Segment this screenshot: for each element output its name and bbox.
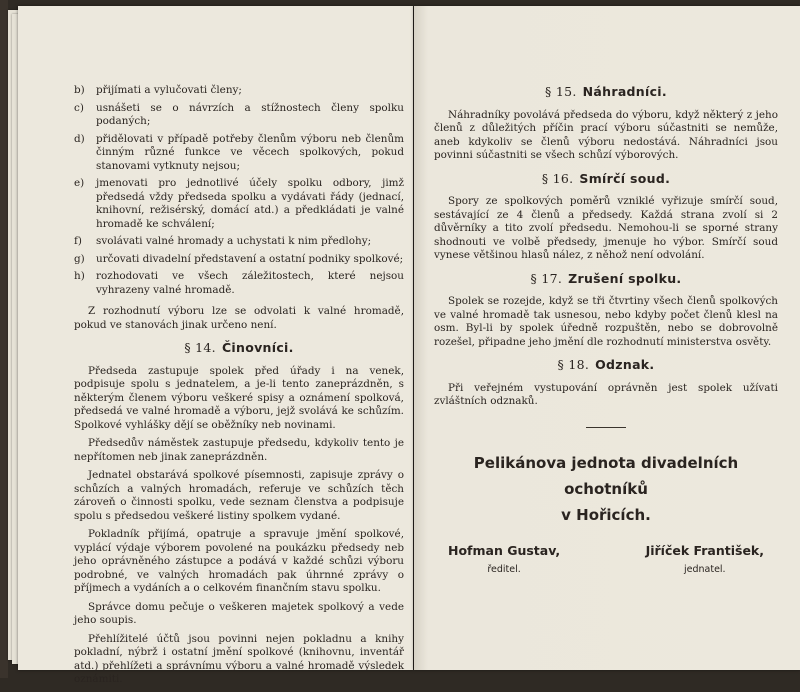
signatory-role: ředitel.: [487, 564, 521, 575]
item-label: e): [74, 177, 85, 189]
item-text: rozhodovati ve všech záležitostech, které nejsou vyhrazeny valné hromadě.: [96, 270, 404, 296]
paragraph: Spolek se rozejde, když se tři čtvrtiny všech členů spolkových ve valné hromadě tak usnesou, nebo kdyby počet členů klesl na osm. Byl-li by spolek úředně rozpuštěn, nebo se dobrovolně rozešel, připadne jeho jmění dle rozhodnutí ministerstva osvěty.: [434, 295, 778, 348]
section-title: Zrušení spolku.: [568, 270, 682, 286]
divider: [586, 427, 626, 428]
list-item: [74, 133, 404, 174]
list-item: [74, 235, 404, 249]
section-heading: [74, 341, 404, 355]
item-label: f): [74, 235, 82, 247]
section-title: Smírčí soud.: [579, 170, 671, 186]
section-title: Odznak.: [595, 357, 655, 372]
list-item: [74, 102, 404, 129]
item-text: přidělovati v případě potřeby členům výboru neb členům činným různé funkce ve věcech spolkových, pokud stanovami vytknuty nejsou;: [96, 132, 404, 172]
list-item: [74, 270, 404, 297]
organization-line: Pelikánova jednota divadelních ochotníků: [473, 453, 739, 498]
signatory-role: jednatel.: [683, 564, 726, 575]
right-page: [414, 6, 800, 670]
list-item: [74, 177, 404, 231]
paragraph: Při veřejném vystupování oprávněn jest spolek užívati zvláštních odznaků.: [434, 381, 778, 407]
section-number: § 15.: [545, 84, 577, 99]
section-heading: [434, 172, 778, 186]
item-text: usnášeti se o návrzích a stížnostech členy spolku podaných;: [96, 101, 404, 127]
left-page: [18, 6, 413, 685]
paragraph: Přehlížitelé účtů jsou povinni nejen pokladnu a knihy pokladní, nýbrž i ostatní jmění spolkové (knihovnu, inventář atd.) přehlížeti a správnímu výboru a valné hromadě výsledek oznámiti.: [74, 632, 404, 685]
paragraph: Spory ze spolkových poměrů vzniklé vyřizuje smírčí soud, sestávající ze 4 členů a předsedy. Každá strana zvolí si 2 důvěrníky a tito zvolí předsedu. Nemohou-li se sporné strany shodnouti ve volbě předsedy, jmenuje ho výbor. Smírčí soud vynese většinou hlasů nález, z něhož není odvolání.: [434, 195, 778, 261]
signature-block: [646, 544, 764, 577]
paragraph: Pokladník přijímá, opatruje a spravuje jmění spolkové, vyplácí výdaje výborem povolené na poukázku předsedy neb jeho oprávněného zástupce a podává v každé schůzi výboru podrobné, ve valných hromadách pak úhrnné zprávy o příjmech a vydáních a o celkovém finančním stavu spolku.: [74, 528, 404, 594]
item-text: přijímati a vylučovati členy;: [96, 84, 242, 96]
organization-name: [434, 450, 778, 528]
signature-block: [448, 544, 560, 577]
section-heading: [434, 85, 778, 99]
item-text: určovati divadelní představení a ostatní podniky spolkové;: [96, 252, 404, 265]
closing-paragraph: Z rozhodnutí výboru lze se odvolati k valné hromadě, pokud ve stanovách jinak určeno není.: [74, 305, 404, 331]
paragraph: Správce domu pečuje o veškeren majetek spolkový a vede jeho soupis.: [74, 600, 404, 626]
paragraph: Jednatel obstarává spolkové písemnosti, zapisuje zprávy o schůzích a valných hromadách, referuje ve schůzích těch zároveň o činnosti spolku, vede seznam členstva a podpisuje spolu s předsedou veškeré listiny spolkem vydané.: [74, 469, 404, 522]
section-heading: [434, 358, 778, 372]
item-label: c): [74, 101, 84, 114]
right-page-content: [434, 76, 778, 577]
item-text: jmenovati pro jednotlivé účely spolku odbory, jimž předsedá vždy předseda spolku a vydávati řády (jednací, knihovní, režisérský, domácí atd.) a předkládati je valné hromadě ke schválení;: [96, 177, 404, 230]
section-title: Náhradníci.: [582, 84, 667, 99]
signatory-name: Jiříček František,: [645, 542, 764, 558]
signatures: [434, 544, 778, 577]
section-number: § 17.: [530, 270, 563, 286]
list-item: [74, 253, 404, 267]
left-page-content: [74, 84, 404, 692]
paragraph: Náhradníky povolává předseda do výboru, když některý z jeho členů z důležitých příčin prací výboru súčastniti se nemůže, aneb kdykoliv se členů výboru nedostává. Náhradníci jsou povinni súčastniti se všech schůzí výborových.: [434, 108, 778, 161]
section-number: § 14.: [184, 340, 216, 355]
section-number: § 18.: [557, 357, 590, 372]
list-item: [74, 84, 404, 98]
paragraph: Předsedův náměstek zastupuje předsedu, kdykoliv tento je nepřítomen neb jinak zaneprázdněn.: [74, 437, 404, 463]
section-title: Činovníci.: [221, 340, 294, 355]
organization-line: v Hořicích.: [561, 505, 651, 524]
item-label: g): [74, 252, 85, 265]
signatory-name: Hofman Gustav,: [448, 542, 561, 558]
section-number: § 16.: [541, 170, 574, 186]
item-label: h): [74, 270, 85, 282]
section-heading: [434, 272, 778, 286]
item-text: svolávati valné hromady a uchystati k nim předlohy;: [96, 235, 372, 247]
item-label: b): [74, 84, 85, 96]
paragraph: Předseda zastupuje spolek před úřady i na venek, podpisuje spolu s jednatelem, a je-li tento zaneprázdněn, s některým členem výboru veškeré spisy a oznámení spolková, předsedá ve valné hromadě a výboru, jejž svolává ke schůzím. Spolkové vyhlášky dějí se oběžníky neb novinami.: [74, 364, 404, 431]
item-label: d): [74, 132, 85, 145]
